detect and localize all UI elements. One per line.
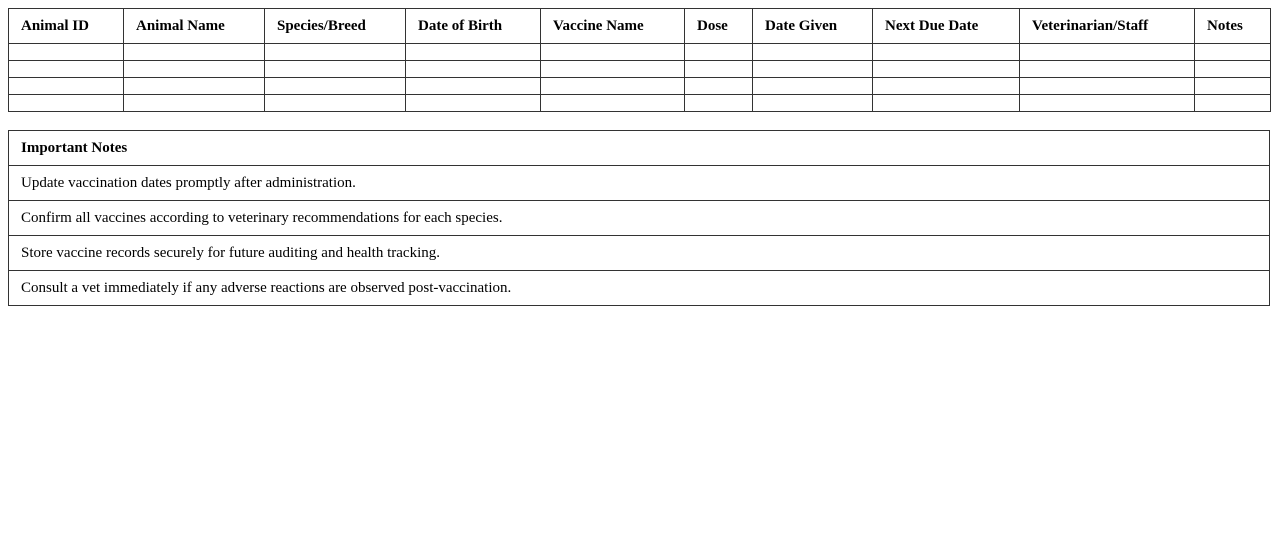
table-row (9, 95, 1271, 112)
table-cell[interactable] (265, 61, 406, 78)
table-cell[interactable] (873, 95, 1020, 112)
table-cell[interactable] (1195, 95, 1271, 112)
table-cell[interactable] (9, 61, 124, 78)
header-veterinarian-staff: Veterinarian/Staff (1020, 9, 1195, 44)
table-cell[interactable] (1020, 61, 1195, 78)
table-cell[interactable] (873, 44, 1020, 61)
table-cell[interactable] (406, 95, 541, 112)
note-item: Consult a vet immediately if any adverse reactions are observed post-vaccination. (9, 271, 1270, 306)
table-cell[interactable] (1020, 95, 1195, 112)
table-cell[interactable] (265, 95, 406, 112)
table-cell[interactable] (265, 78, 406, 95)
table-cell[interactable] (124, 78, 265, 95)
table-cell[interactable] (9, 44, 124, 61)
header-next-due-date: Next Due Date (873, 9, 1020, 44)
table-cell[interactable] (406, 78, 541, 95)
table-cell[interactable] (753, 78, 873, 95)
header-date-of-birth: Date of Birth (406, 9, 541, 44)
table-cell[interactable] (406, 61, 541, 78)
table-cell[interactable] (124, 44, 265, 61)
table-cell[interactable] (124, 95, 265, 112)
table-cell[interactable] (1020, 78, 1195, 95)
header-dose: Dose (685, 9, 753, 44)
note-item: Confirm all vaccines according to veterinary recommendations for each species. (9, 201, 1270, 236)
table-cell[interactable] (873, 61, 1020, 78)
table-cell[interactable] (685, 78, 753, 95)
table-cell[interactable] (1195, 78, 1271, 95)
note-item: Update vaccination dates promptly after administration. (9, 166, 1270, 201)
note-item: Store vaccine records securely for future auditing and health tracking. (9, 236, 1270, 271)
table-cell[interactable] (9, 78, 124, 95)
vaccination-table (8, 8, 1271, 112)
table-cell[interactable] (753, 61, 873, 78)
table-cell[interactable] (1195, 61, 1271, 78)
table-row (9, 61, 1271, 78)
table-cell[interactable] (753, 44, 873, 61)
header-row (9, 9, 1271, 44)
notes-title: Important Notes (9, 131, 1270, 166)
table-cell[interactable] (1020, 44, 1195, 61)
table-cell[interactable] (541, 61, 685, 78)
table-cell[interactable] (541, 44, 685, 61)
header-date-given: Date Given (753, 9, 873, 44)
table-cell[interactable] (873, 78, 1020, 95)
table-cell[interactable] (685, 61, 753, 78)
table-cell[interactable] (124, 61, 265, 78)
header-notes: Notes (1195, 9, 1271, 44)
table-row (9, 78, 1271, 95)
table-cell[interactable] (9, 95, 124, 112)
header-animal-name: Animal Name (124, 9, 265, 44)
table-cell[interactable] (685, 44, 753, 61)
header-vaccine-name: Vaccine Name (541, 9, 685, 44)
header-species-breed: Species/Breed (265, 9, 406, 44)
table-cell[interactable] (406, 44, 541, 61)
table-cell[interactable] (1195, 44, 1271, 61)
table-cell[interactable] (753, 95, 873, 112)
table-cell[interactable] (685, 95, 753, 112)
table-row (9, 44, 1271, 61)
table-cell[interactable] (541, 78, 685, 95)
header-animal-id: Animal ID (9, 9, 124, 44)
table-cell[interactable] (265, 44, 406, 61)
table-cell[interactable] (541, 95, 685, 112)
important-notes-table (8, 130, 1270, 306)
